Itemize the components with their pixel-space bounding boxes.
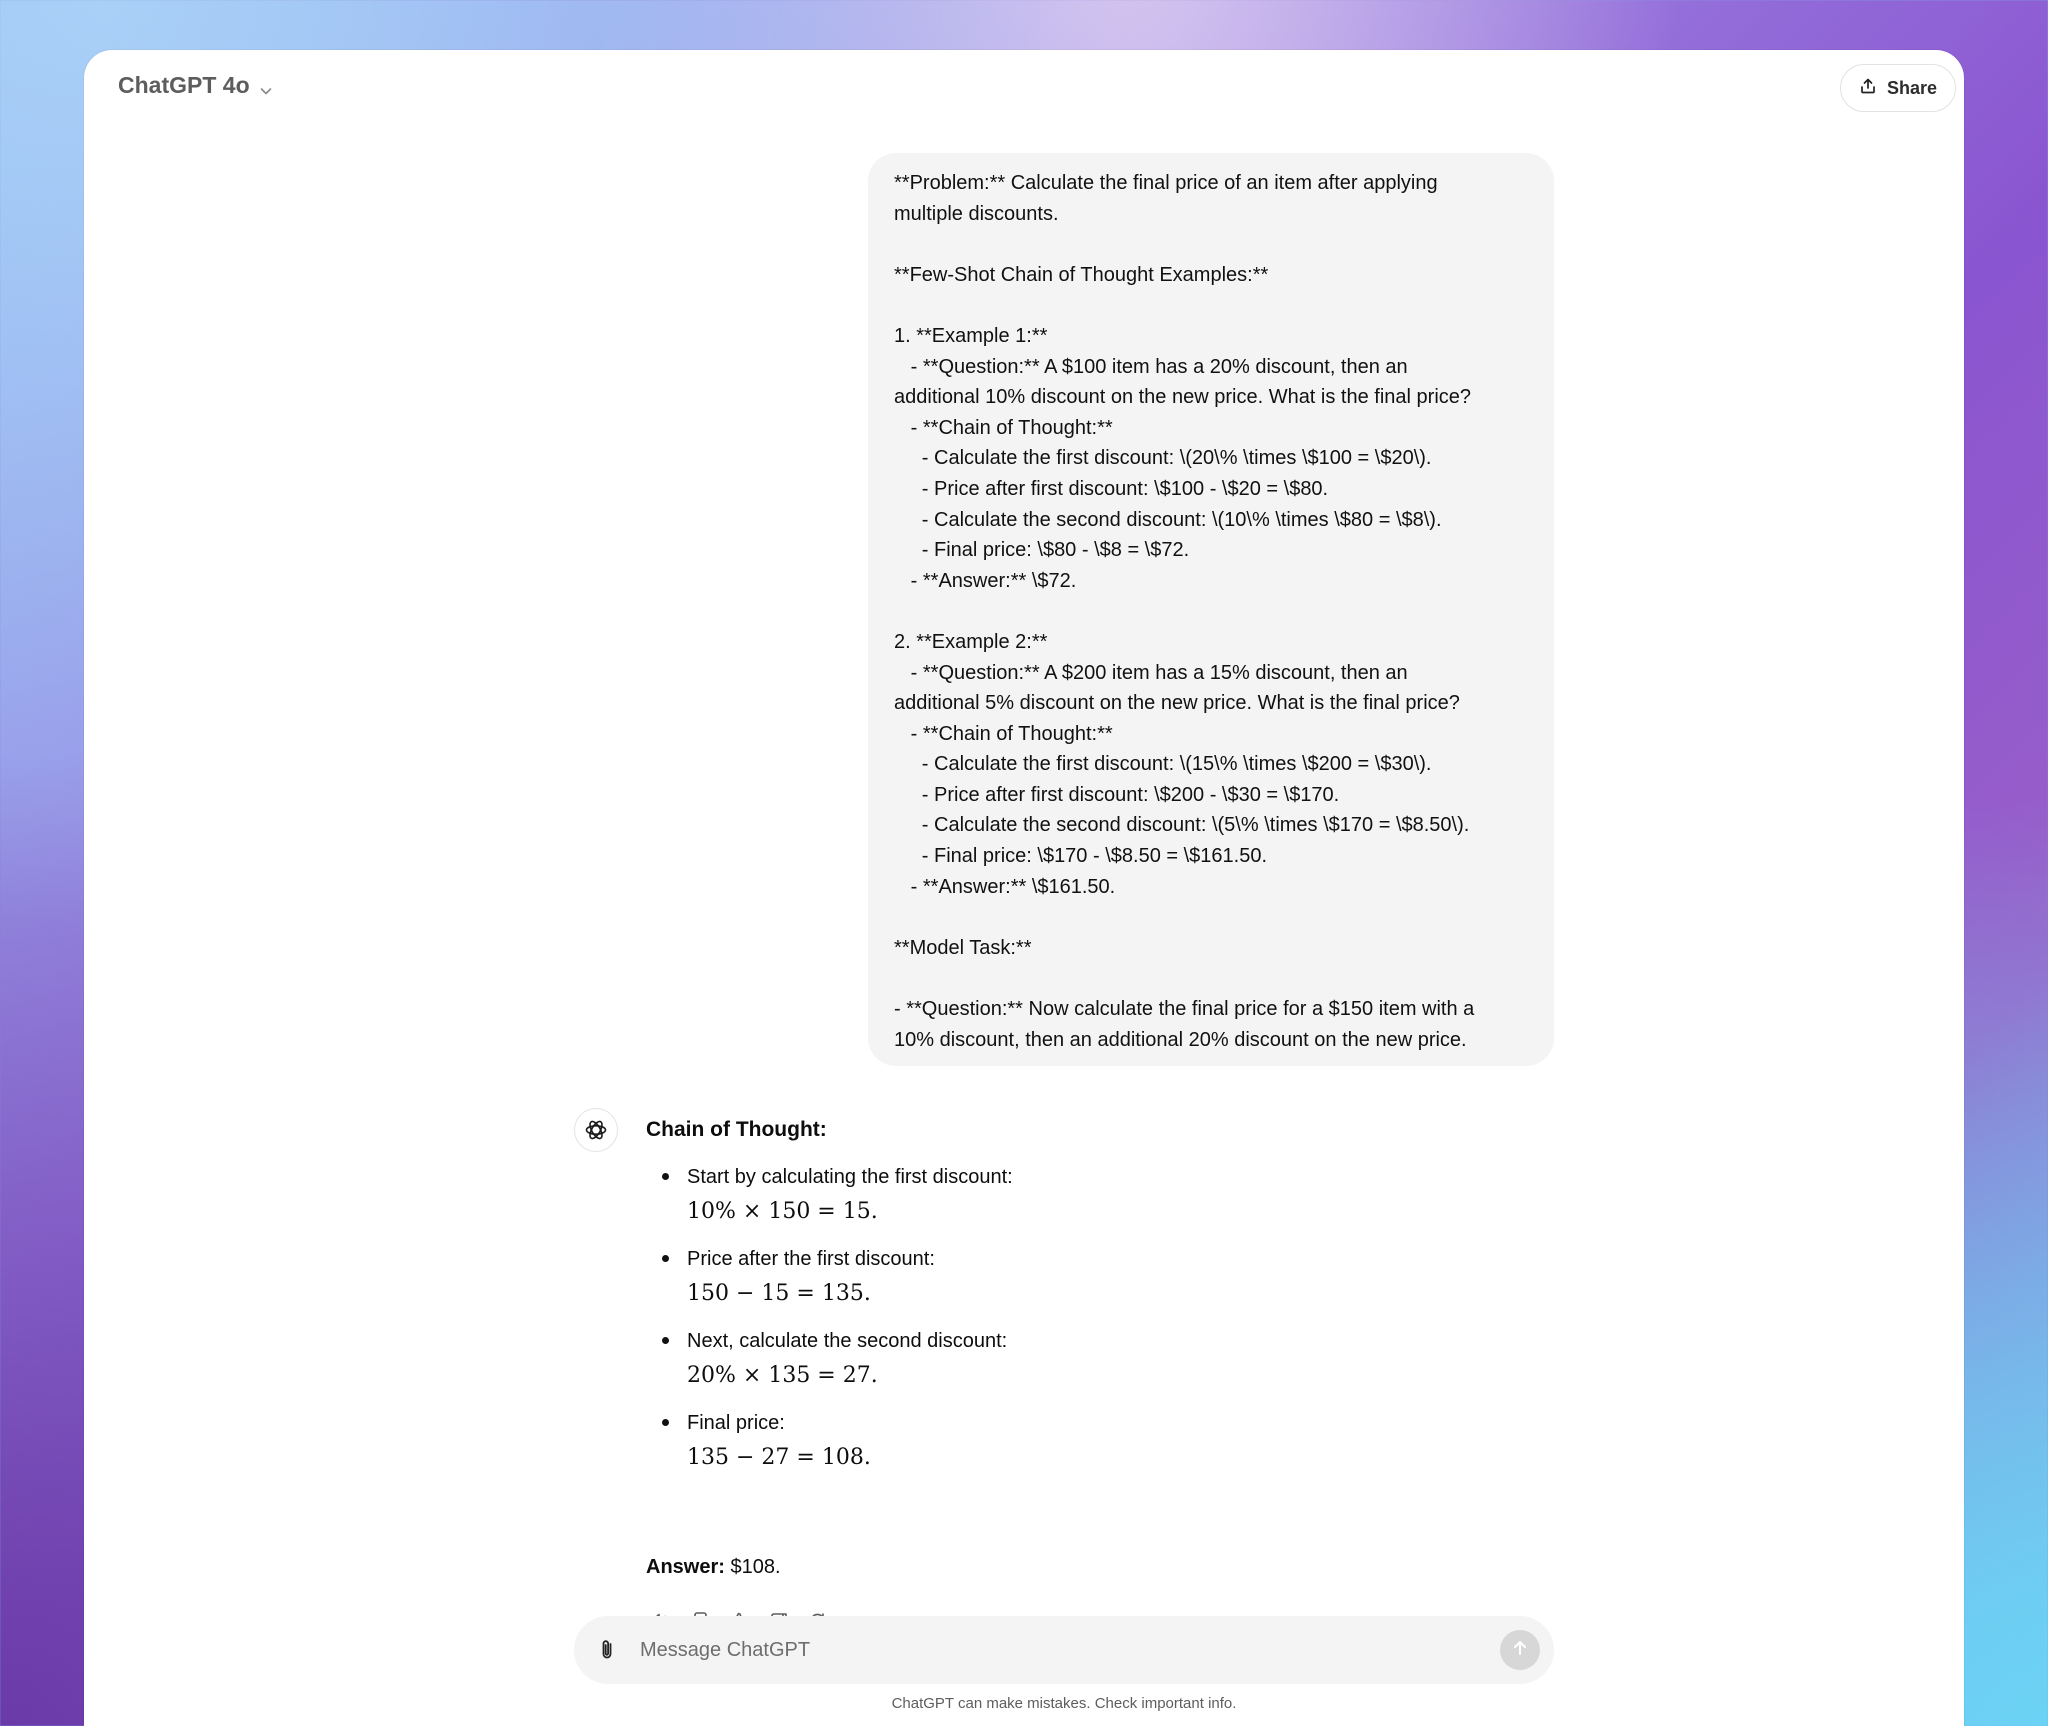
- message-composer: [574, 1616, 1554, 1684]
- user-message-line: - **Answer:** \$161.50.: [894, 875, 1116, 898]
- user-message-line: [894, 290, 1528, 321]
- step-equation: 20% × 135 = 27.: [687, 1363, 878, 1388]
- user-message-line: - Final price: \$80 - \$8 = \$72.: [894, 539, 1190, 562]
- user-message-line: - Calculate the second discount: \(10\% \times \$80 = \$8\).: [894, 508, 1442, 531]
- user-message-line: - Calculate the first discount: \(20\% \times \$100 = \$20\).: [894, 447, 1432, 470]
- user-message-line: - **Chain of Thought:**: [894, 722, 1113, 745]
- model-selector[interactable]: [118, 72, 274, 99]
- steps-list: [646, 1160, 1526, 1488]
- arrow-up-icon: [1510, 1638, 1530, 1663]
- user-message-line: - **Answer:** \$72.: [894, 569, 1077, 592]
- paperclip-icon[interactable]: [594, 1637, 620, 1663]
- user-message-line: **Problem:** Calculate the final price of an item after applying: [894, 172, 1438, 194]
- user-message-line: [894, 963, 1528, 994]
- user-message-line: additional 5% discount on the new price. What is the final price?: [894, 692, 1460, 715]
- chevron-down-icon: [258, 78, 274, 94]
- user-message-line: - **Question:** A $200 item has a 15% discount, then an: [894, 661, 1408, 684]
- list-item: [646, 1324, 1526, 1394]
- model-title-label: ChatGPT 4o: [118, 72, 250, 98]
- user-message-line: [894, 229, 1528, 260]
- user-message-line: **Model Task:**: [894, 936, 1032, 959]
- user-message-line: multiple discounts.: [894, 202, 1059, 225]
- user-message-line: 10% discount, then an additional 20% discount on the new price.: [894, 1028, 1467, 1051]
- step-text: Start by calculating the first discount:: [687, 1166, 1013, 1188]
- message-input[interactable]: [640, 1630, 1440, 1670]
- answer-value: $108.: [724, 1556, 781, 1578]
- step-text: Final price:: [687, 1412, 785, 1434]
- chatgpt-logo-icon: [574, 1108, 618, 1152]
- step-equation: 135 − 27 = 108.: [687, 1445, 871, 1470]
- list-item: [646, 1242, 1526, 1312]
- user-message-line: - Price after first discount: \$200 - \$30 = \$170.: [894, 783, 1340, 806]
- answer-label: Answer:: [646, 1556, 725, 1578]
- user-message-line: additional 10% discount on the new price. What is the final price?: [894, 386, 1472, 409]
- disclaimer-text: ChatGPT can make mistakes. Check important info.: [891, 1695, 1237, 1712]
- list-item: [646, 1406, 1526, 1476]
- user-message-line: **Few-Shot Chain of Thought Examples:**: [894, 263, 1269, 286]
- step-equation: 150 − 15 = 135.: [687, 1281, 871, 1306]
- share-label: Share: [1886, 77, 1937, 98]
- user-message-line: - Calculate the second discount: \(5\% \times \$170 = \$8.50\).: [894, 814, 1470, 837]
- step-equation: 10% × 150 = 15.: [687, 1199, 878, 1224]
- step-text: Next, calculate the second discount:: [687, 1330, 1008, 1352]
- share-icon: [1859, 77, 1877, 100]
- user-message-line: - Calculate the first discount: \(15\% \times \$200 = \$30\).: [894, 753, 1432, 776]
- user-message-line: - **Chain of Thought:**: [894, 416, 1113, 439]
- user-message-bubble: [868, 153, 1554, 1066]
- final-answer: [646, 1556, 781, 1579]
- user-message-line: - **Question:** Now calculate the final price for a $150 item with a: [894, 998, 1475, 1021]
- user-message-line: [894, 596, 1528, 627]
- send-button[interactable]: [1500, 1630, 1540, 1670]
- top-bar: [84, 50, 1964, 126]
- step-text: Price after the first discount:: [687, 1248, 935, 1270]
- user-message-line: - Final price: \$170 - \$8.50 = \$161.50.: [894, 845, 1268, 868]
- user-message-line: - **Question:** A $100 item has a 20% discount, then an: [894, 355, 1408, 378]
- assistant-heading: Chain of Thought:: [646, 1118, 827, 1141]
- user-message-line: - Price after first discount: \$100 - \$20 = \$80.: [894, 477, 1329, 500]
- share-button[interactable]: [1840, 64, 1956, 112]
- list-item: [646, 1160, 1526, 1230]
- user-message-line: 2. **Example 2:**: [894, 630, 1048, 653]
- user-message-line: [894, 902, 1528, 933]
- chat-window: [84, 50, 1964, 1726]
- user-message-line: 1. **Example 1:**: [894, 324, 1048, 347]
